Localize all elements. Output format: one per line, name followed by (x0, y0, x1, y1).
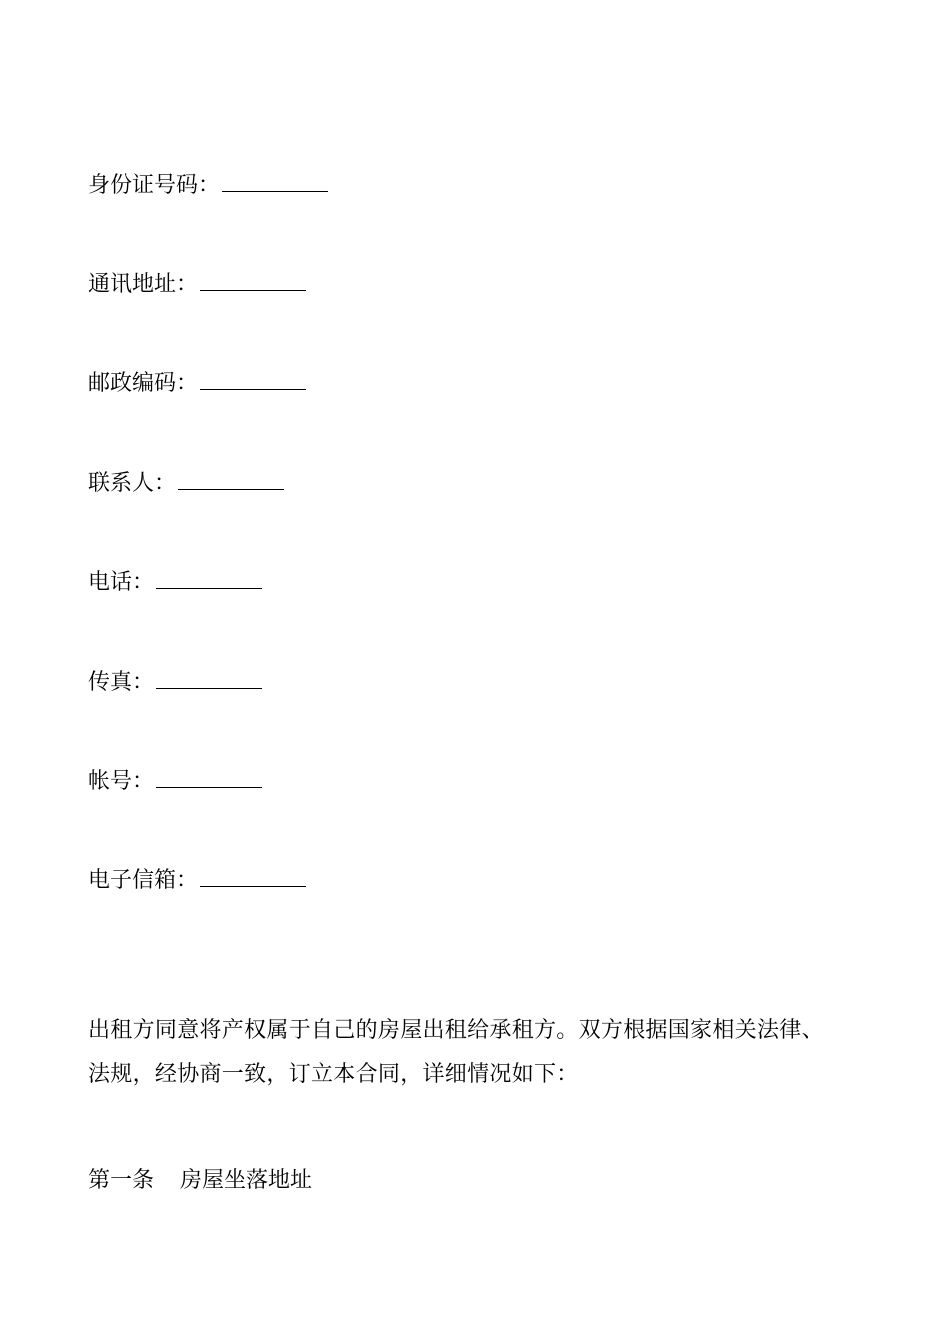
fill-in-blank (200, 270, 306, 291)
field-label: 电话： (88, 570, 155, 595)
intro-line-1: 出租方同意将产权属于自己的房屋出租给承租方。双方根据国家相关法律、 (88, 1018, 824, 1043)
fill-in-blank (200, 369, 306, 390)
fill-in-blank (156, 767, 262, 788)
fill-in-blank (200, 866, 306, 887)
field-label: 联系人： (88, 471, 177, 496)
field-label: 电子信箱： (88, 868, 199, 893)
fill-in-blank (178, 469, 284, 490)
fill-in-blank (156, 568, 262, 589)
article-title: 房屋坐落地址 (180, 1168, 313, 1193)
field-postal-code (88, 369, 306, 399)
field-label: 邮政编码： (88, 371, 199, 396)
field-label: 传真： (88, 670, 155, 695)
field-fax (88, 668, 262, 698)
article-number: 第一条 (88, 1168, 155, 1193)
field-label: 身份证号码： (88, 173, 221, 198)
field-account-number (88, 767, 262, 797)
field-label: 帐号： (88, 769, 155, 794)
fill-in-blank (222, 171, 328, 192)
field-mailing-address (88, 270, 306, 300)
article-1-heading (88, 1166, 312, 1196)
fill-in-blank (156, 668, 262, 689)
field-label: 通讯地址： (88, 272, 199, 297)
field-email (88, 866, 306, 896)
intro-paragraph (88, 1009, 888, 1097)
field-contact-person (88, 469, 284, 499)
intro-line-2: 法规，经协商一致，订立本合同，详细情况如下： (88, 1062, 579, 1087)
field-phone (88, 568, 262, 598)
field-id-number (88, 171, 328, 201)
